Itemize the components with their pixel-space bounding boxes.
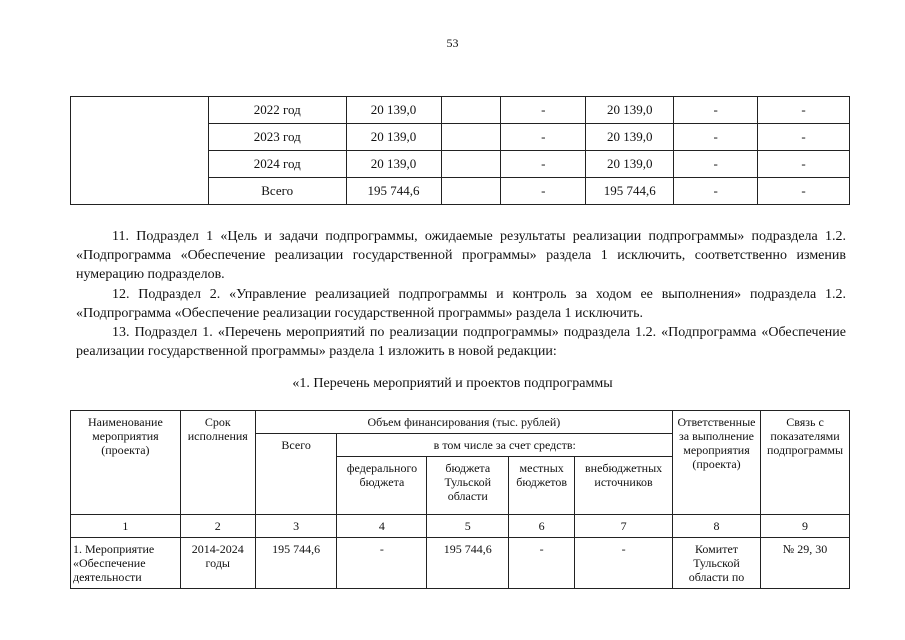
total-cell: 20 139,0: [346, 124, 441, 151]
measures-table: [70, 410, 850, 589]
federal-cell: [441, 151, 501, 178]
local-cell: -: [509, 538, 575, 589]
column-number: 7: [575, 515, 673, 538]
header-extra: внебюджетных источников: [575, 457, 673, 515]
federal-cell: [441, 97, 501, 124]
column-number: 3: [255, 515, 337, 538]
local-cell: -: [674, 124, 758, 151]
header-row: [71, 411, 850, 434]
header-term: Срок исполнения: [180, 411, 255, 515]
paragraph-13: [76, 323, 846, 361]
column-number-row: [71, 515, 850, 538]
regional-cell: 195 744,6: [427, 538, 509, 589]
column-number: 9: [761, 515, 850, 538]
page-number: 53: [446, 36, 459, 50]
measure-name-cell: 1. Мероприятие «Обеспечение деятельности: [71, 538, 181, 589]
column-number: 8: [673, 515, 761, 538]
header-local: местных бюджетов: [509, 457, 575, 515]
paragraph-11-text: 11. Подраздел 1 «Цель и задачи подпрограммы, ожидаемые результаты реализации подпрограммы» подраздела 1.2. «Подпрограмма «Обеспечение реализации государственной программы» раздела 1 исключить, соответственно изменив нумерацию подразделов.: [76, 229, 846, 282]
local-cell: -: [674, 151, 758, 178]
header-including: в том числе за счет средств:: [337, 434, 673, 457]
total-cell: 195 744,6: [255, 538, 337, 589]
dash-cell: -: [501, 124, 586, 151]
extra-cell: -: [758, 97, 850, 124]
total-cell: 195 744,6: [346, 178, 441, 205]
paragraph-11: [76, 227, 846, 284]
column-number: 1: [71, 515, 181, 538]
header-financing: Объем финансирования (тыс. рублей): [255, 411, 672, 434]
dash-cell: -: [501, 151, 586, 178]
dash-cell: -: [501, 97, 586, 124]
extra-cell: -: [758, 124, 850, 151]
responsible-cell: Комитет Тульской области по: [673, 538, 761, 589]
federal-cell: [441, 178, 501, 205]
extra-cell: -: [575, 538, 673, 589]
table-row: [71, 97, 850, 124]
federal-cell: -: [337, 538, 427, 589]
header-link: Связь с показателями подпрограммы: [761, 411, 850, 515]
table-row: [71, 538, 850, 589]
total-cell: 20 139,0: [346, 97, 441, 124]
year-cell: 2023 год: [208, 124, 346, 151]
header-regional: бюджета Тульской области: [427, 457, 509, 515]
federal-cell: [441, 124, 501, 151]
year-cell: Всего: [208, 178, 346, 205]
total-cell: 20 139,0: [346, 151, 441, 178]
extra-cell: -: [758, 178, 850, 205]
header-federal: федерального бюджета: [337, 457, 427, 515]
paragraph-12: [76, 285, 846, 323]
column-number: 5: [427, 515, 509, 538]
header-responsible: Ответственные за выполнение мероприятия (проекта): [673, 411, 761, 515]
paragraph-13-text: 13. Подраздел 1. «Перечень мероприятий по реализации подпрограммы» подраздела 1.2. «Подпрограмма «Обеспечение реализации государственной программы» раздела 1 изложить в новой редакции:: [76, 325, 846, 359]
dash-cell: -: [501, 178, 586, 205]
regional-cell: 20 139,0: [586, 97, 674, 124]
regional-cell: 20 139,0: [586, 151, 674, 178]
local-cell: -: [674, 97, 758, 124]
column-number: 6: [509, 515, 575, 538]
header-name: Наименование мероприятия (проекта): [71, 411, 181, 515]
local-cell: -: [674, 178, 758, 205]
year-cell: 2022 год: [208, 97, 346, 124]
column-number: 4: [337, 515, 427, 538]
column-number: 2: [180, 515, 255, 538]
regional-cell: 20 139,0: [586, 124, 674, 151]
empty-cell: [71, 97, 209, 205]
term-cell: 2014-2024 годы: [180, 538, 255, 589]
extra-cell: -: [758, 151, 850, 178]
header-total: Всего: [255, 434, 337, 515]
paragraph-12-text: 12. Подраздел 2. «Управление реализацией подпрограммы и контроль за ходом ее выполнения» подраздела 1.2. «Подпрограмма «Обеспечение реализации государственной программы» раздела 1 исключить.: [76, 287, 846, 321]
year-cell: 2024 год: [208, 151, 346, 178]
section-subtitle: «1. Перечень мероприятий и проектов подпрограммы: [292, 376, 613, 391]
regional-cell: 195 744,6: [586, 178, 674, 205]
continuation-table: [70, 96, 850, 205]
link-cell: № 29, 30: [761, 538, 850, 589]
